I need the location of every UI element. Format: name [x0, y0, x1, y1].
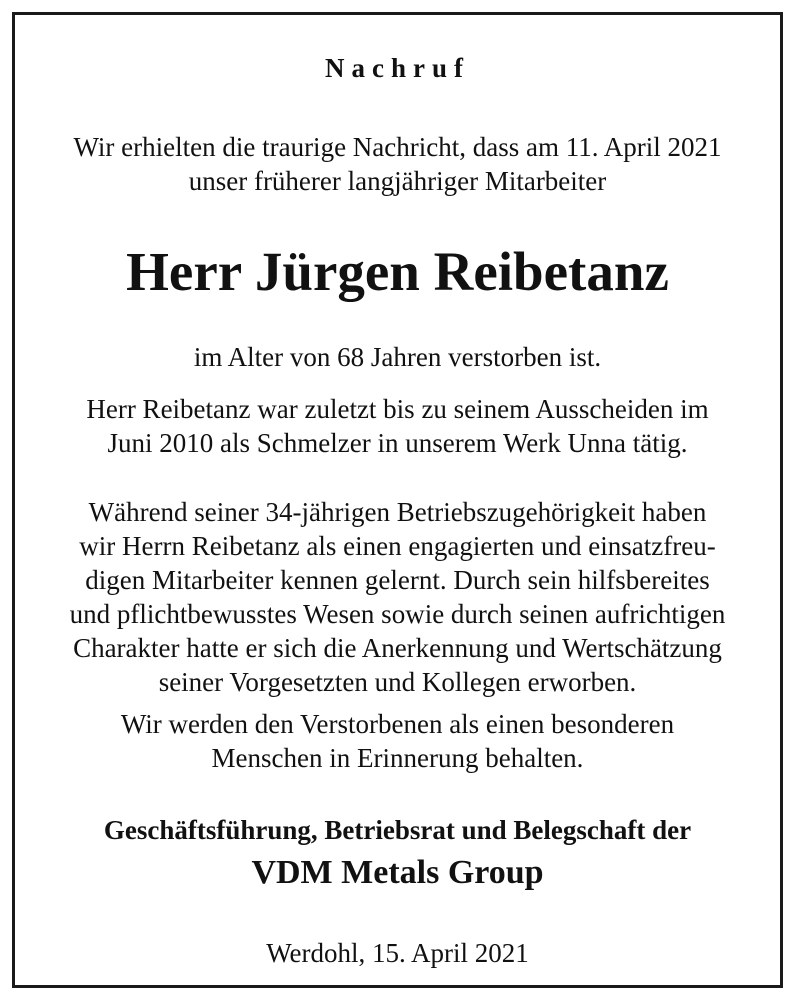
obituary-frame	[12, 12, 783, 988]
signatories-line: Geschäftsführung, Betriebsrat und Belegschaft der	[103, 815, 692, 845]
career-line-1: Herr Reibetanz war zuletzt bis zu seinem Ausscheiden im	[86, 394, 709, 424]
intro-line-2: unser früherer langjähriger Mitarbeiter	[188, 166, 607, 196]
age-line: im Alter von 68 Jahren verstorben ist.	[193, 342, 602, 372]
tribute-line-5: Charakter hatte er sich die Anerkennung und Wertschätzung	[73, 633, 722, 663]
tribute-line-2: wir Herrn Reibetanz als einen engagierten und einsatzfreu-	[79, 531, 716, 561]
place-date: Werdohl, 15. April 2021	[266, 938, 529, 968]
deceased-name: Herr Jürgen Reibetanz	[126, 241, 669, 302]
tribute-line-4: und pflichtbewusstes Wesen sowie durch seinen aufrichtigen	[69, 599, 726, 629]
memory-line-1: Wir werden den Verstorbenen als einen besonderen	[120, 709, 675, 739]
memory-line-2: Menschen in Erinnerung behalten.	[211, 743, 584, 773]
tribute-line-6: seiner Vorgesetzten und Kollegen erworben.	[158, 667, 637, 697]
tribute-line-1: Während seiner 34-jährigen Betriebszugehörigkeit haben	[88, 497, 707, 527]
tribute-line-3: digen Mitarbeiter kennen gelernt. Durch sein hilfsbereites	[85, 565, 710, 595]
intro-line-1: Wir erhielten die traurige Nachricht, dass am 11. April 2021	[73, 132, 722, 162]
company-name: VDM Metals Group	[251, 854, 544, 891]
career-line-2: Juni 2010 als Schmelzer in unserem Werk Unna tätig.	[107, 428, 688, 458]
notice-title: Nachruf	[325, 53, 470, 83]
